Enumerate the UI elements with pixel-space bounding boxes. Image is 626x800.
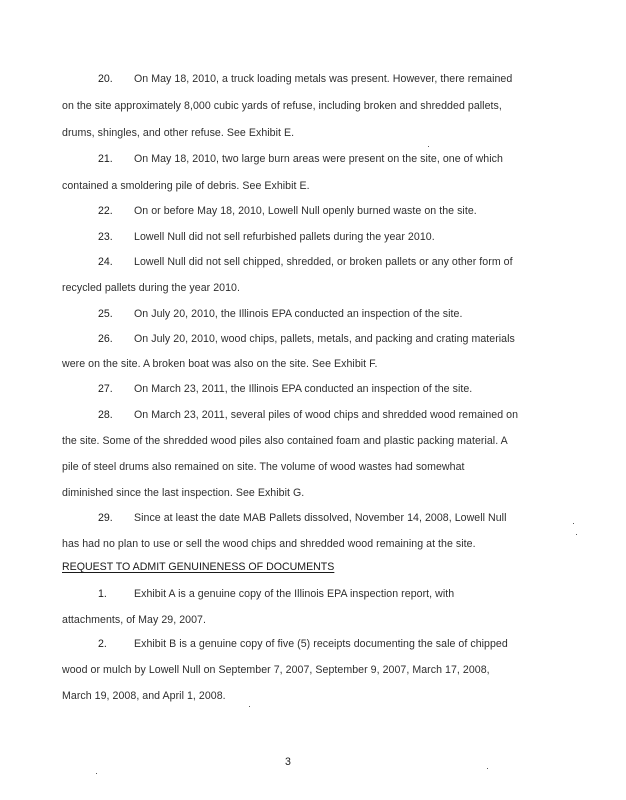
paragraph-line: diminished since the last inspection. See Exhibit G. [62,487,305,499]
paragraph-number: 21. [98,153,113,165]
paragraph-line: On May 18, 2010, a truck loading metals was present. However, there remained [134,73,513,85]
paragraph-number: 27. [98,383,113,395]
request-line: March 19, 2008, and April 1, 2008. [62,690,226,702]
page-number: 3 [285,756,291,768]
paragraph-number: 29. [98,512,113,524]
paragraph-line: Since at least the date MAB Pallets dissolved, November 14, 2008, Lowell Null [134,512,507,524]
request-number: 1. [98,588,107,600]
scan-speck [487,768,488,769]
paragraph-number: 20. [98,73,113,85]
request-line: Exhibit A is a genuine copy of the Illinois EPA inspection report, with [134,588,455,600]
paragraph-line: contained a smoldering pile of debris. See Exhibit E. [62,180,310,192]
request-line: Exhibit B is a genuine copy of five (5) receipts documenting the sale of chipped [134,638,508,650]
paragraph-line: drums, shingles, and other refuse. See Exhibit E. [62,127,295,139]
paragraph-line: the site. Some of the shredded wood piles also contained foam and plastic packing material. A [62,435,508,447]
scan-speck [573,523,574,524]
request-number: 2. [98,638,107,650]
paragraph-line: Lowell Null did not sell chipped, shredded, or broken pallets or any other form of [134,256,513,268]
scan-speck [249,706,250,707]
paragraph-line: on the site approximately 8,000 cubic yards of refuse, including broken and shredded pallets, [62,100,502,112]
paragraph-number: 28. [98,409,113,421]
section-heading: REQUEST TO ADMIT GENUINENESS OF DOCUMENTS [62,561,335,573]
paragraph-line: has had no plan to use or sell the wood chips and shredded wood remaining at the site. [62,538,476,550]
paragraph-number: 24. [98,256,113,268]
paragraph-line: On March 23, 2011, the Illinois EPA conducted an inspection of the site. [134,383,473,395]
paragraph-number: 25. [98,308,113,320]
paragraph-line: On March 23, 2011, several piles of wood chips and shredded wood remained on [134,409,519,421]
paragraph-line: On July 20, 2010, the Illinois EPA conducted an inspection of the site. [134,308,463,320]
paragraph-line: Lowell Null did not sell refurbished pallets during the year 2010. [134,231,435,243]
paragraph-line: On May 18, 2010, two large burn areas were present on the site, one of which [134,153,503,165]
paragraph-line: recycled pallets during the year 2010. [62,282,240,294]
request-line: wood or mulch by Lowell Null on September 7, 2007, September 9, 2007, March 17, 2008, [62,664,490,676]
paragraph-line: On or before May 18, 2010, Lowell Null openly burned waste on the site. [134,205,477,217]
scan-speck [576,534,577,535]
paragraph-line: On July 20, 2010, wood chips, pallets, metals, and packing and crating materials [134,333,515,345]
paragraph-number: 26. [98,333,113,345]
request-line: attachments, of May 29, 2007. [62,614,206,626]
scan-speck [96,773,97,774]
paragraph-number: 23. [98,231,113,243]
scan-speck [428,146,429,147]
paragraph-line: were on the site. A broken boat was also on the site. See Exhibit F. [62,358,378,370]
paragraph-number: 22. [98,205,113,217]
paragraph-line: pile of steel drums also remained on site. The volume of wood wastes had somewhat [62,461,465,473]
